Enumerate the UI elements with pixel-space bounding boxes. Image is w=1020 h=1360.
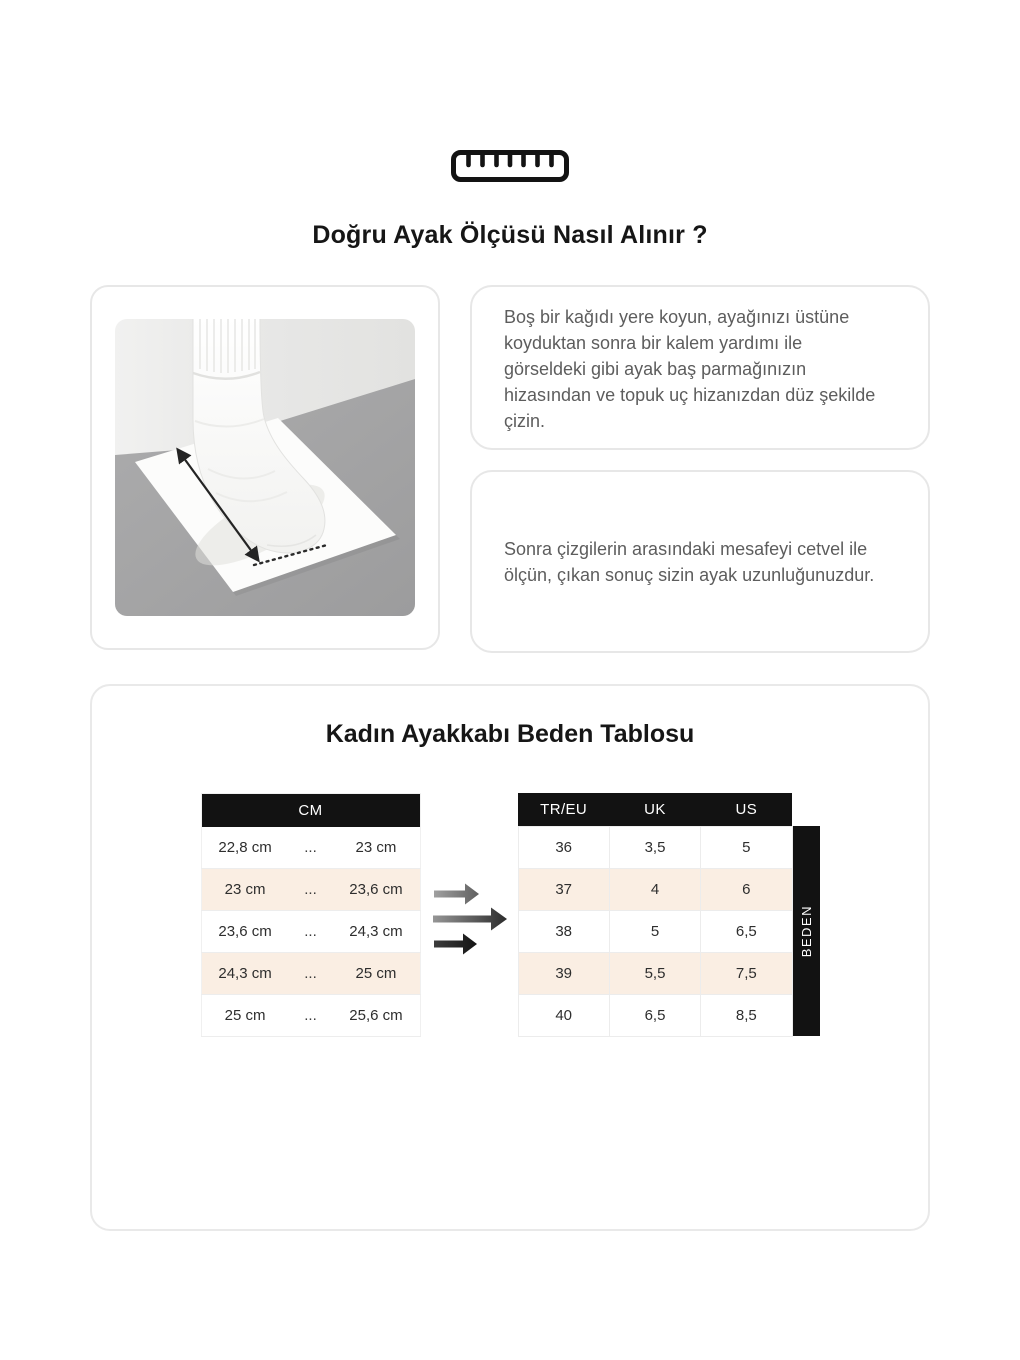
- col-header-tr-eu: TR/EU: [518, 793, 609, 826]
- table-row: [518, 994, 792, 1036]
- table-row: [518, 952, 792, 994]
- size-uk: 5,5: [609, 952, 700, 994]
- cm-min: 23,6 cm: [201, 911, 289, 953]
- convert-arrows-icon: [431, 881, 509, 955]
- cm-max: 25,6 cm: [332, 995, 420, 1037]
- table-row: [518, 868, 792, 910]
- size-us: 6,5: [701, 910, 792, 952]
- table-row: [201, 995, 420, 1037]
- table-row: [518, 910, 792, 952]
- col-header-us: US: [701, 793, 792, 826]
- range-dots: ...: [289, 953, 333, 995]
- size-us: 5: [701, 826, 792, 868]
- cm-max: 23 cm: [332, 827, 420, 869]
- beden-side-bar: [793, 826, 820, 1036]
- size-uk: 6,5: [609, 994, 700, 1036]
- size-us: 6: [701, 868, 792, 910]
- size-tr-eu: 38: [518, 910, 609, 952]
- size-tr-eu: 39: [518, 952, 609, 994]
- table-row: [518, 826, 792, 868]
- foot-measure-photo: [115, 319, 415, 616]
- table-row: [201, 911, 420, 953]
- size-tr-eu: 37: [518, 868, 609, 910]
- size-uk: 3,5: [609, 826, 700, 868]
- size-uk: 5: [609, 910, 700, 952]
- beden-side-label: BEDEN: [798, 904, 814, 958]
- cm-table: [201, 793, 421, 1037]
- instruction-card-2: [470, 470, 930, 653]
- cm-min: 23 cm: [201, 869, 289, 911]
- cm-min: 24,3 cm: [201, 953, 289, 995]
- size-us: 7,5: [701, 952, 792, 994]
- size-tr-eu: 36: [518, 826, 609, 868]
- hero-section: [0, 0, 1020, 251]
- cm-max: 25 cm: [332, 953, 420, 995]
- table-row: [201, 869, 420, 911]
- size-uk: 4: [609, 868, 700, 910]
- instruction-card-1: [470, 285, 930, 450]
- range-dots: ...: [289, 995, 333, 1037]
- cm-table-header: CM: [201, 794, 420, 827]
- instruction-step-1: Boş bir kağıdı yere koyun, ayağınızı üstüne koyduktan sonra bir kalem yardımı ile görseldeki gibi ayak baş parmağınızın hizasından ve topuk uç hizanızdan düz şekilde çizin.: [504, 307, 876, 431]
- foot-photo-card: [90, 285, 440, 650]
- col-header-uk: UK: [609, 793, 700, 826]
- table-row: [201, 953, 420, 995]
- cm-min: 22,8 cm: [201, 827, 289, 869]
- page-title: Doğru Ayak Ölçüsü Nasıl Alınır ?: [312, 221, 708, 249]
- shoe-size-table: [518, 793, 793, 1037]
- size-us: 8,5: [701, 994, 792, 1036]
- table-row: [201, 827, 420, 869]
- size-table-card: [90, 684, 930, 1231]
- size-tables-row: [92, 793, 928, 1037]
- ruler-icon: [0, 150, 1020, 182]
- range-dots: ...: [289, 911, 333, 953]
- size-tr-eu: 40: [518, 994, 609, 1036]
- instruction-text-column: [470, 285, 930, 653]
- range-dots: ...: [289, 827, 333, 869]
- range-dots: ...: [289, 869, 333, 911]
- cm-max: 23,6 cm: [332, 869, 420, 911]
- instruction-step-2: Sonra çizgilerin arasındaki mesafeyi cetvel ile ölçün, çıkan sonuç sizin ayak uzunluğunuzdur.: [504, 538, 875, 585]
- size-table-title: Kadın Ayakkabı Beden Tablosu: [325, 720, 695, 748]
- cm-max: 24,3 cm: [332, 911, 420, 953]
- cm-min: 25 cm: [201, 995, 289, 1037]
- instructions-row: [90, 285, 930, 653]
